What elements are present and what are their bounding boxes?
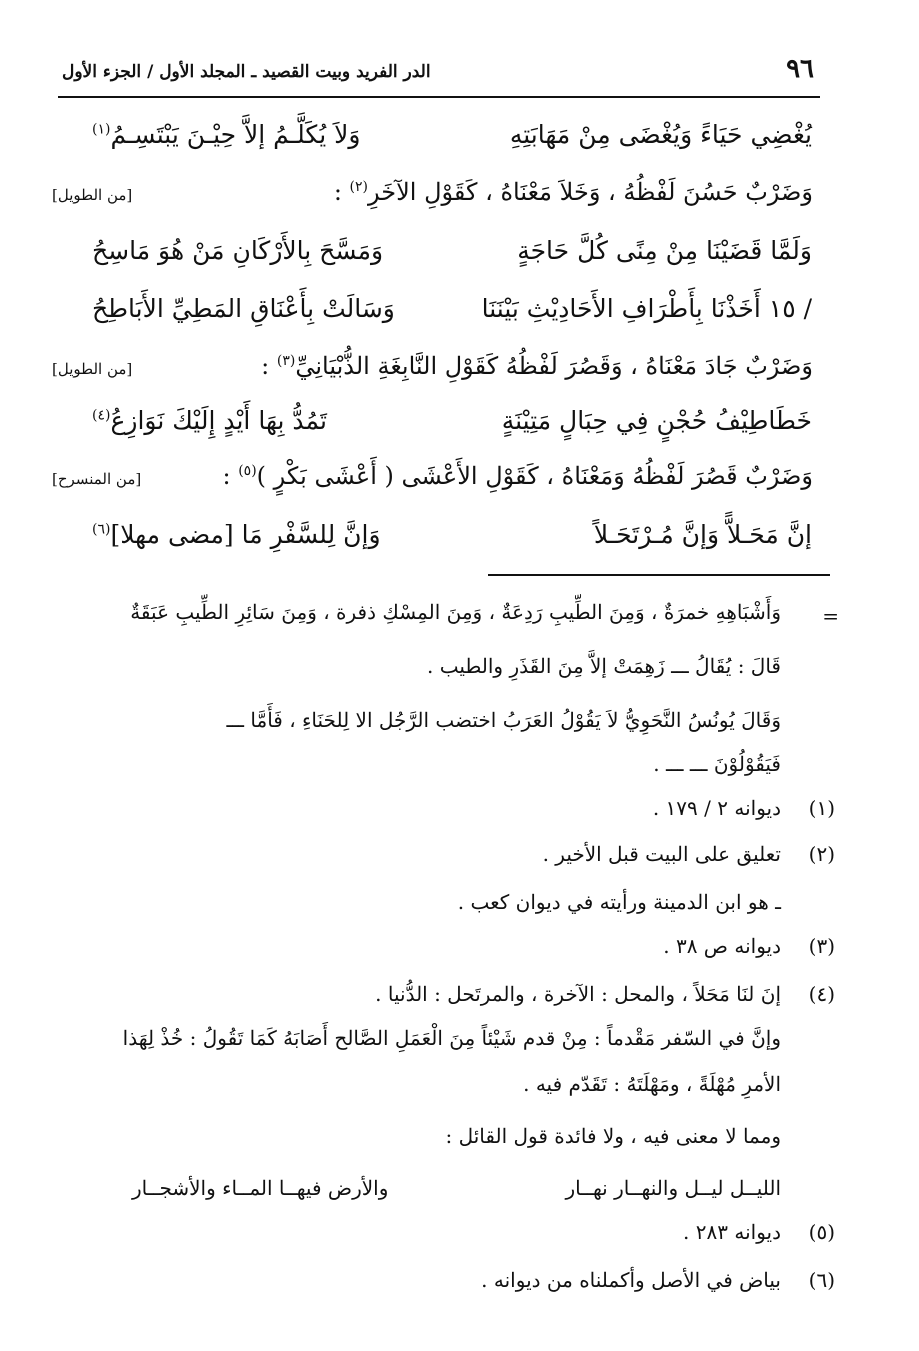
- verse-second-hemistich: وَلاَ يُكَلَّـمُ إلاَّ حِيْـنَ يَبْتَسِـمُ$^{(١)}$: [92, 120, 361, 149]
- footnote-line: ومما لا معنى فيه ، ولا فائدة قول القائل :: [445, 1124, 781, 1148]
- poem-second-hemistich: والأرض فيهــا المــاء والأشجــار: [132, 1176, 389, 1200]
- verse-second-hemistich: وَمَسَّحَ بِالأَرْكَانِ مَنْ هُوَ مَاسِحُ: [92, 236, 384, 265]
- verse-second-hemistich: وَسَالَتْ بِأَعْنَاقِ المَطِيِّ الأَبَاطِحُ: [92, 294, 395, 323]
- prose-line: وَضَرْبٌ حَسُنَ لَفْظُهُ ، وَخَلاَ مَعْنَاهُ ، كَقَوْلِ الآخَرِ$^{(٢)}$ :: [333, 178, 813, 206]
- footnote-ref: (٦): [92, 521, 111, 538]
- footnote-text: ديوانه ٢ / ١٧٩ .: [652, 796, 781, 820]
- footnote-ref: (٥): [238, 463, 257, 479]
- footnote-number: (٢): [808, 842, 835, 866]
- footnote-number: (٣): [808, 934, 835, 958]
- meter-label: [من الطويل]: [52, 186, 133, 204]
- verse-first-hemistich: / ١٥ أَخَذْنَا بِأَطْرَافِ الأَحَادِيْثِ بَيْنَنَا: [481, 294, 812, 323]
- meter-label: [من المنسرح]: [52, 470, 142, 488]
- footnote-text: ديوانه ٢٨٣ .: [683, 1220, 781, 1244]
- footnote-ref: (١): [92, 121, 111, 138]
- verse-line: [92, 406, 812, 446]
- page-header: [58, 52, 820, 98]
- page-number: ٩٦: [786, 54, 814, 84]
- verse-first-hemistich: وَلَمَّا قَضَيْنَا مِنْ مِنًى كُلَّ حَاجَةٍ: [517, 236, 812, 265]
- verse-line: [92, 236, 812, 276]
- poem-first-hemistich: الليــل ليــل والنهــار نهــار: [565, 1176, 781, 1200]
- footnote-ref: (٢): [349, 179, 368, 195]
- running-title: الدر الفريد وبيت القصيد ـ المجلد الأول / الجزء الأول: [62, 62, 431, 82]
- footnote-line: وَقَالَ يُونُسُ النَّحَوِيُّ لاَ يَقُوْلُ العَرَبُ اختضب الرَّجُل الا لِلحَنَاءِ ، فَأَمَّا ـــ: [226, 708, 781, 732]
- footnote-line: الأمرِ مُهْلَةً ، ومَهْلَتَهُ : تَقَدّم فيه .: [523, 1072, 781, 1096]
- footnote-number: (٥): [808, 1220, 835, 1244]
- prose-line: وَضَرْبٌ جَادَ مَعْنَاهُ ، وَقَصُرَ لَفْظُهُ كَقَوْلِ النَّابِغَةِ الذُّبْيَانِيِّ$^{(٣)}$ :: [261, 352, 813, 380]
- verse-line: [92, 520, 812, 560]
- verse-line: [92, 120, 812, 160]
- prose-line: وَضَرْبٌ قَصُرَ لَفْظُهُ وَمَعْنَاهُ ، كَقَوْلِ الأَعْشَى ( أَعْشَى بَكْرٍ )$^{(٥)}$ :: [222, 462, 813, 490]
- footnote-number: (٤): [808, 982, 835, 1006]
- footnote-text: بياض في الأصل وأكملناه من ديوانه .: [481, 1268, 781, 1292]
- verse-line: [92, 294, 812, 334]
- verse-first-hemistich: يُغْضِي حَيَاءً وَيُغْضَى مِنْ مَهَابَتِهِ: [509, 120, 812, 149]
- verse-first-hemistich: خَطَاطِيْفُ حُجْنٍ فِي حِبَالٍ مَتِيْنَةٍ: [501, 406, 812, 435]
- footnote-number: (٦): [808, 1268, 835, 1292]
- footnote-ref: (٤): [92, 407, 111, 424]
- footnote-line: وإنَّ في السّفر مَقْدماً : مِنْ قدم شَيْئاً مِنَ الْعَمَلِ الصَّالح أَصَابَهُ كَمَا تَقُولُ : خُذْ لِهَذا: [122, 1026, 781, 1050]
- footnote-line: وَأَشْبَاهِهِ خمرَةٌ ، وَمِنَ الطِّيبِ رَدِعَةٌ ، وَمِنَ المِسْكِ ذفرة ، وَمِنَ سَائِرِ الطِّيبِ عَبَقَةٌ: [130, 600, 781, 624]
- verse-first-hemistich: إنَّ مَحَـلاًّ وَإنَّ مُـرْتَحَـلاً: [593, 520, 812, 549]
- footnote-text: إنَ لنَا مَحَلاً ، والمحل : الآخرة ، والمرتَحل : الدُّنيا .: [375, 982, 781, 1006]
- footnote-line: فَيَقُوْلُوْنَ ـــ ـــ .: [653, 752, 781, 776]
- continuation-mark: =: [822, 604, 839, 628]
- footnote-text: تعليق على البيت قبل الأخير .: [542, 842, 781, 866]
- footnote-ref: (٣): [276, 353, 296, 369]
- verse-second-hemistich: وَإنَّ لِلسَّفْرِ مَا [مضى مهلا]$^{(٦)}$: [92, 520, 381, 549]
- verse-second-hemistich: تَمُدُّ بِهَا أَيْدٍ إِلَيْكَ نَوَازِعُ$^{(٤)}$: [92, 406, 327, 435]
- footnote-line: قَالَ : يُقَالُ ـــ زَهِمَتْ إلاَّ مِنَ القَذَرِ والطيب .: [426, 654, 781, 678]
- footnote-separator: [488, 574, 830, 576]
- footnote-text: ديوانه ص ٣٨ .: [663, 934, 781, 958]
- footnote-text: ـ هو ابن الدمينة ورأيته في ديوان كعب .: [457, 890, 781, 914]
- meter-label: [من الطويل]: [52, 360, 133, 378]
- footnote-number: (١): [808, 796, 835, 820]
